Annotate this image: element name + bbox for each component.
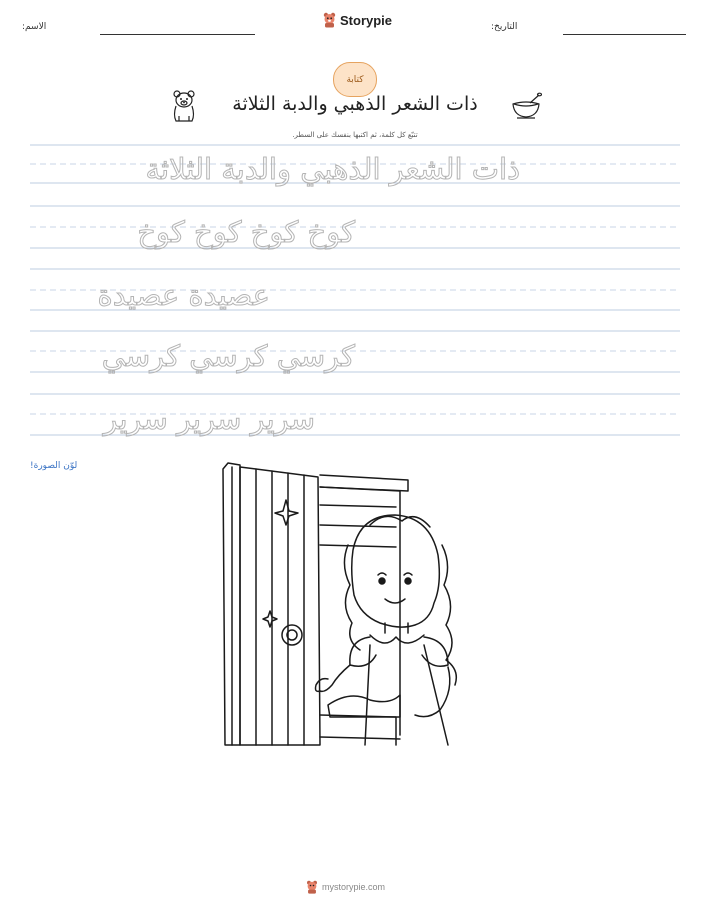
footer-site[interactable]: mystorypie.com [322,882,386,892]
trace-row-4[interactable]: كرسي كرسي كرسي [101,339,355,373]
badge-label: كتابة [346,74,364,85]
trace-row-2[interactable]: كوخ كوخ كوخ كوخ [137,215,355,249]
coloring-picture[interactable] [220,455,490,750]
trace-row-3[interactable]: عصيدة عصيدة [97,278,270,312]
name-label: الاسم: [22,22,47,32]
trace-row-1[interactable]: ذات الشعر الذهبي والدبة الثلاثة [145,152,520,186]
page-title: ذات الشعر الذهبي والدبة الثلاثة [232,93,478,115]
instructions: تتبّع كل كلمة، ثم اكتبها بنفسك على السطر. [292,131,418,139]
color-prompt: لوّن الصورة! [30,461,78,471]
trace-row-5[interactable]: سرير سرير سرير [103,402,315,436]
storypie-footer-logo-icon [306,880,318,894]
footer [306,880,385,894]
brand-name: Storypie [340,12,393,28]
date-label: التاريخ: [491,22,518,32]
